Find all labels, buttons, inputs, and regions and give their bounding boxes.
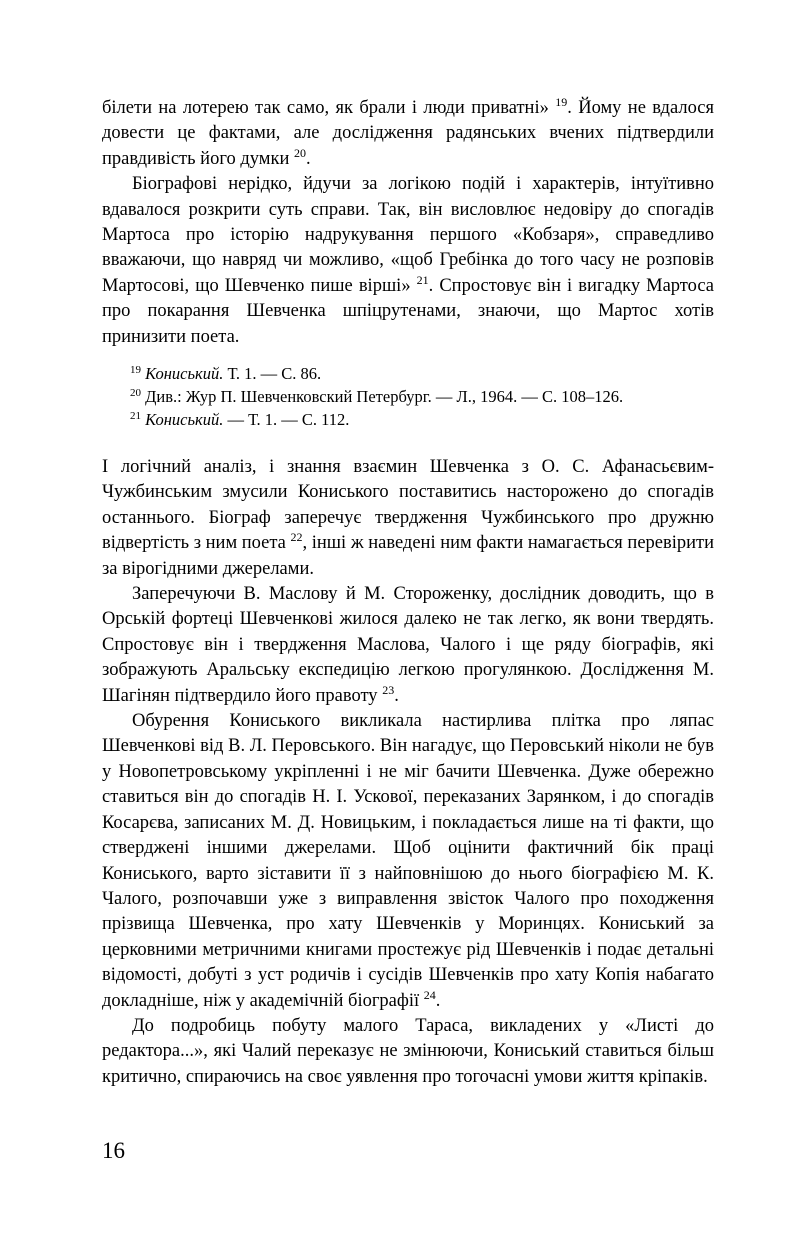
footnote-number: 20 — [130, 387, 141, 399]
paragraph-text: Заперечуючи В. Маслову й М. Стороженку, дослідник доводить, що в Орській фортеці Шевченкові жилося далеко не так легко, як вони твердять. Спростовує він і твердження Маслова, Чалого і ще ряду біографів, які зображують Аральську експедицію легкою прогулянкою. Дослідження М. Шагінян підтвердило його правоту — [102, 584, 714, 706]
footnote-19 — [130, 362, 720, 385]
footnote-text: Т. 1. — С. 86. — [223, 364, 322, 383]
paragraph — [102, 96, 714, 172]
lower-text-block — [102, 455, 714, 1090]
paragraph — [102, 582, 714, 709]
footnote-author: Кониський. — [145, 410, 224, 429]
footnote-ref-24[interactable]: 24 — [423, 987, 436, 1002]
upper-text-block — [102, 96, 714, 350]
paragraph-text: . Йому не вдалося довести це фактами, але дослідження радянських вчених підтвердили правдивість його думки — [102, 98, 714, 169]
footnote-ref-21[interactable]: 21 — [416, 272, 429, 287]
paragraph-text: . Спростовує він і вигадку Мартоса про покарання Шевченка шпіцрутенами, знаючи, що Мартос хотів принизити поета. — [102, 275, 715, 347]
paragraph — [102, 172, 714, 350]
paragraph — [102, 455, 714, 582]
paragraph-text: . — [435, 990, 441, 1011]
paragraph-text: . — [394, 685, 399, 706]
footnote-ref-19[interactable]: 19 — [555, 95, 568, 109]
paragraph — [102, 1014, 714, 1090]
paragraph-text: . — [305, 148, 311, 169]
paragraph-text: білети на лотерею так само, як брали і люди приватні» — [102, 98, 549, 118]
footnote-text: Див.: Жур П. Шевченковский Петербург. — Л., 1964. — С. 108–126. — [145, 387, 624, 406]
paragraph-text: , інші ж наведені ним факти намагається перевірити за вірогідними джерелами. — [102, 533, 714, 579]
footnote-number: 21 — [130, 410, 141, 422]
footnote-21 — [130, 408, 720, 431]
footnote-author: Кониський. — [145, 364, 224, 383]
footnote-ref-20[interactable]: 20 — [293, 145, 306, 160]
page-number: 16 — [102, 1138, 125, 1163]
footnote-20 — [130, 385, 720, 408]
footnote-number: 19 — [130, 364, 141, 376]
paragraph-text: І логічний аналіз, і знання взаємин Шевченка з О. С. Афанасьєвим-Чужбинським змусили Кониського поставитись насторожено до спогадів останнього. Біограф заперечує твердження Чужбинського про дружню відвертість з ним поета — [102, 457, 714, 554]
footnote-ref-23[interactable]: 23 — [382, 682, 395, 697]
footnote-ref-22[interactable]: 22 — [290, 530, 303, 545]
paragraph — [102, 709, 714, 1014]
footnote-text: — Т. 1. — С. 112. — [223, 410, 350, 429]
paragraph-text: Біографові нерідко, йдучи за логікою подій і характерів, інтуїтивно вдавалося розкрити суть справи. Так, він висловлює недовіру до спогадів Мартоса про історію надрукування першого «Кобзаря», справедливо вважаючи, що навряд чи можливо, «щоб Гребінка до того часу не розповів Мартосові, що Шевченко пише вірші» — [102, 174, 714, 296]
footnotes-section — [130, 362, 720, 431]
paragraph-text: Обурення Кониського викликала настирлива плітка про ляпас Шевченкові від В. Л. Перовського. Він нагадує, що Перовський ніколи не був у Новопетровському укріпленні і не міг бачити Шевченка. Дуже обережно ставиться він до спогадів Н. І. Ускової, переказаних Зарянком, і до спогадів Косарєва, записаних М. Д. Новицьким, і покладається лише на ті факти, що стверджені іншими джерелами. Щоб оцінити фактичний бік праці Кониського, варто зіставити її з найповнішою до нього біографією М. К. Чалого, розпочавши уже з виправлення звісток Чалого про походження прізвища Шевченка, про хату Шевченків у Моринцях. Кониський за церковними метричними книгами простежує рід Шевченків і подає детальні відомості, добуті з уст родичів і сусідів Шевченків про хату Копія набагато докладніше, ніж у академічній біографії — [102, 711, 714, 1011]
paragraph-text: До подробиць побуту малого Тараса, викладених у «Листі до редактора...», які Чалий переказує не змінюючи, Кониський ставиться більш критично, спираючись на своє уявлення про тогочасні умови життя кріпаків. — [102, 1015, 714, 1087]
